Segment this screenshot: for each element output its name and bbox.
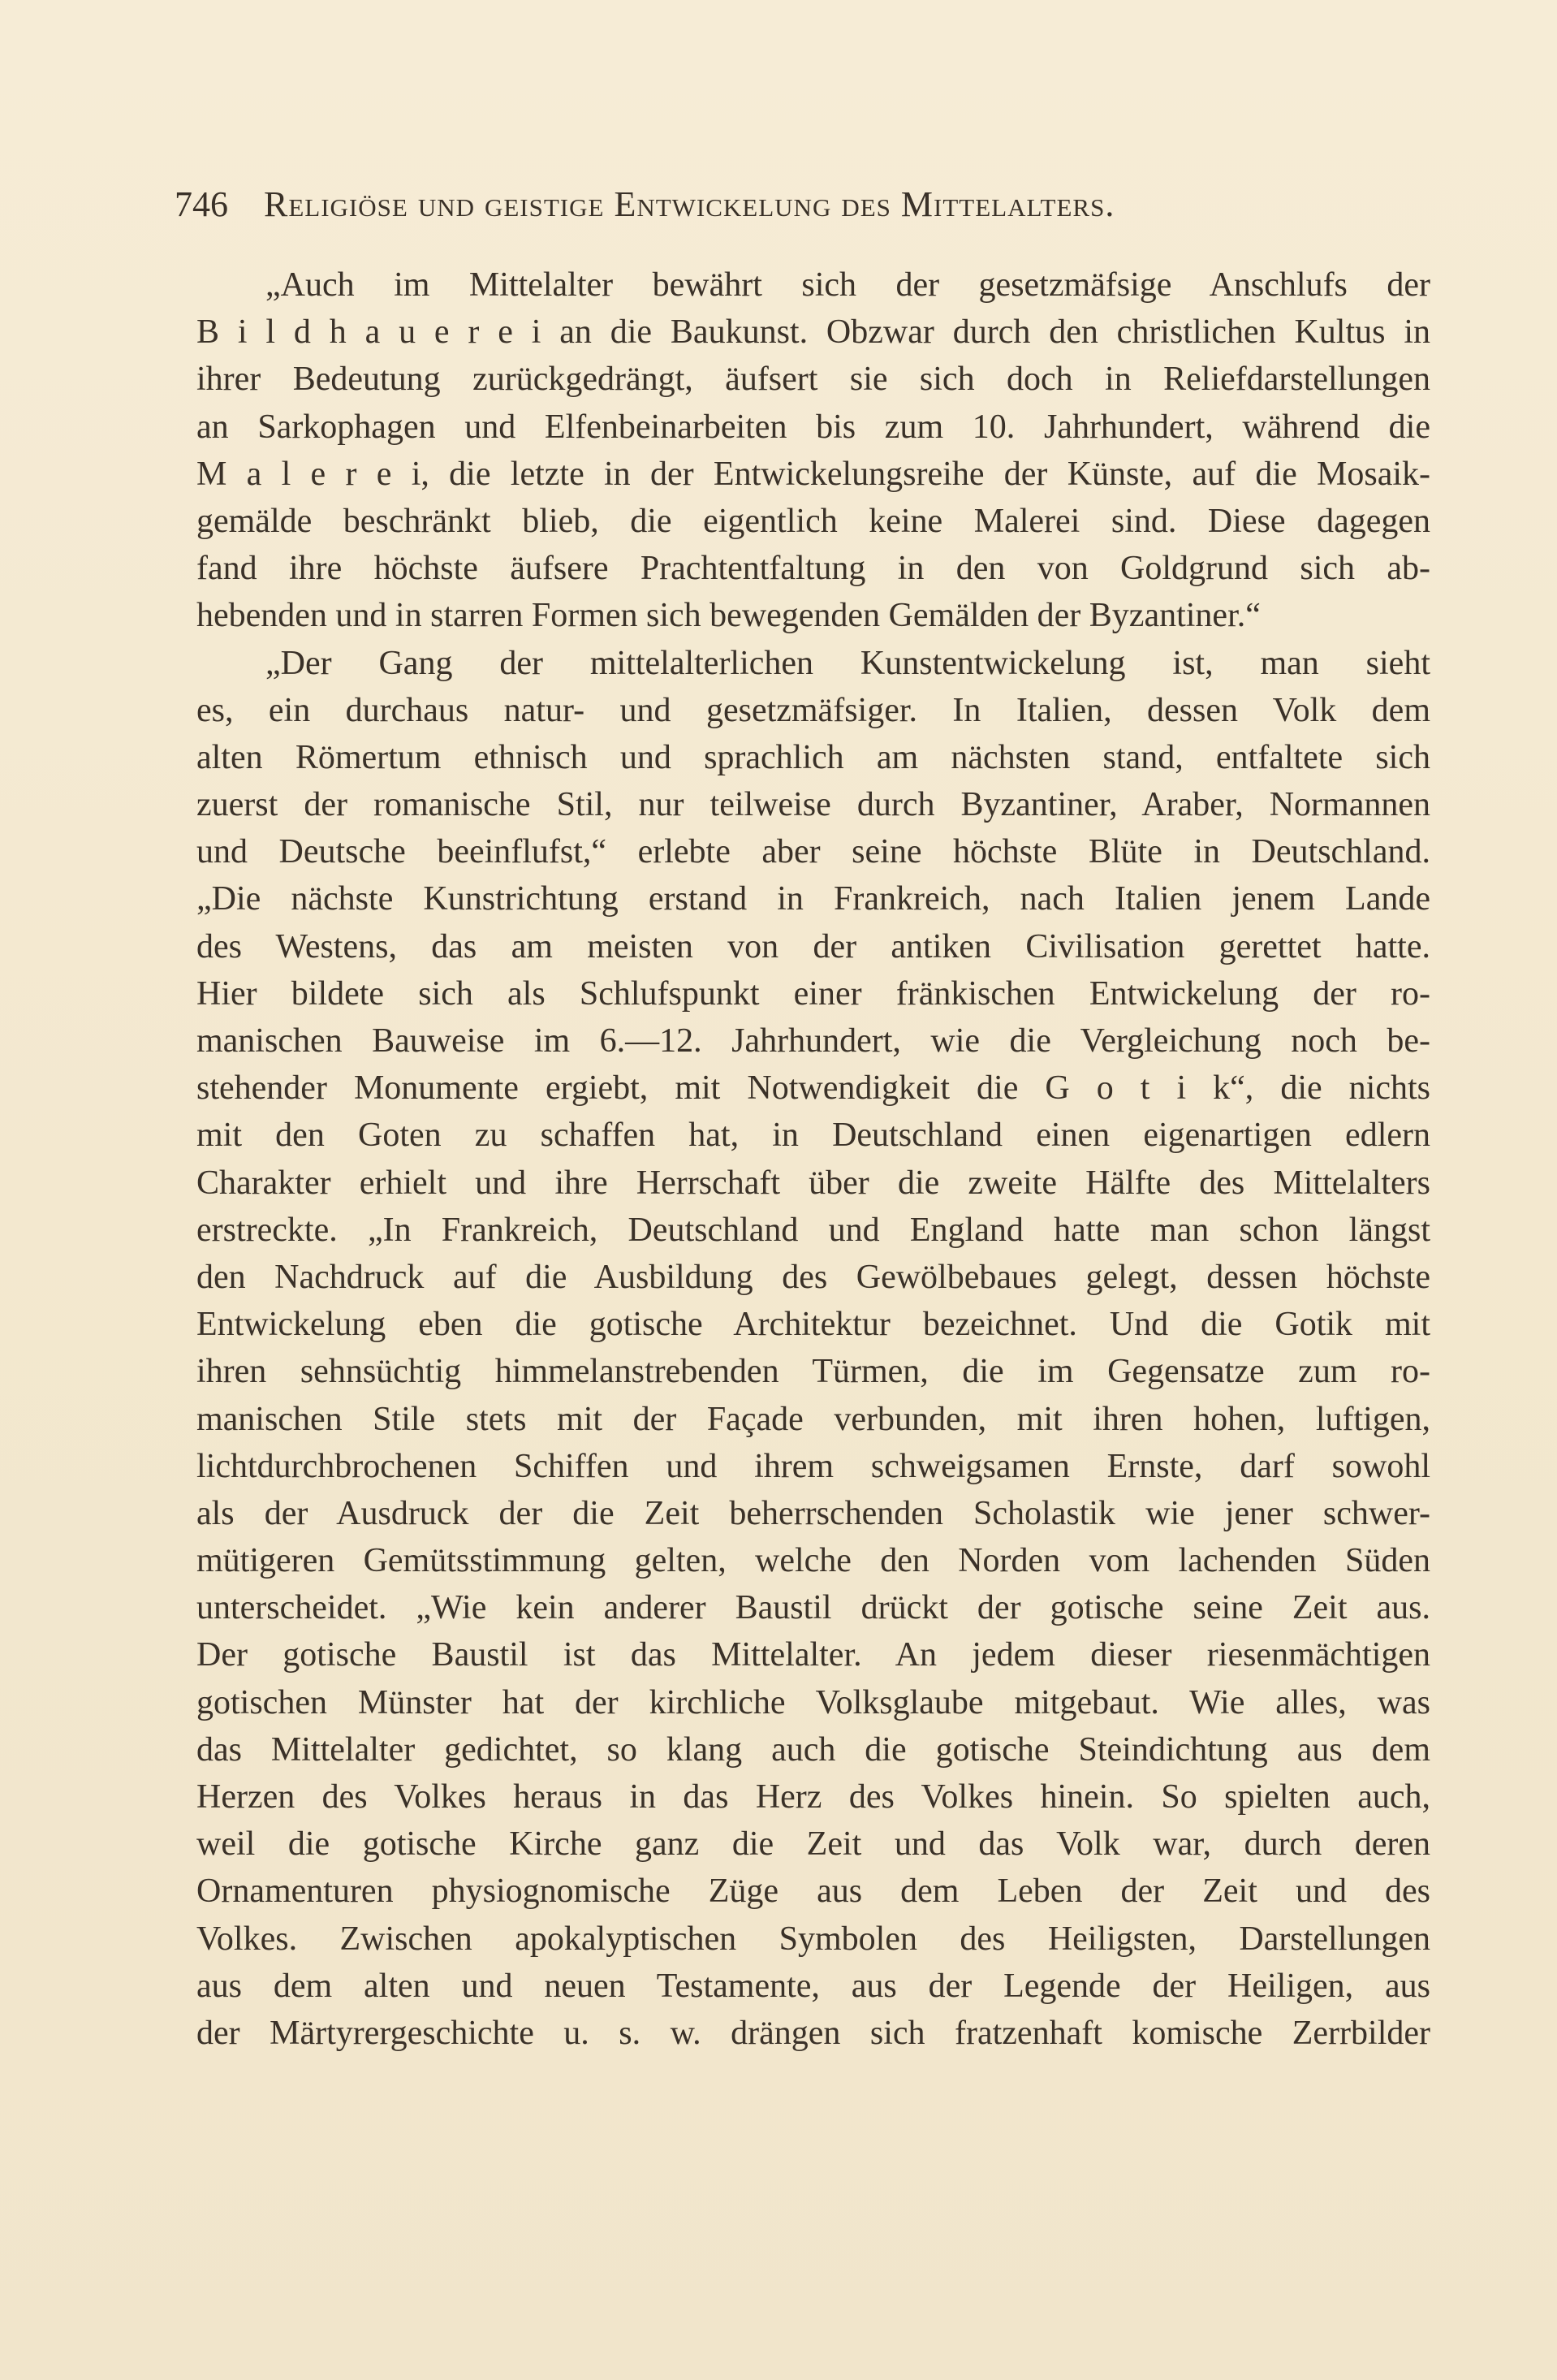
text-line: hebenden und in starren Formen sich bewegenden Gemälden der Byzantiner.“	[196, 597, 1261, 635]
text-line: Volkes. Zwischen apokalyptischen Symbolen des Heiligsten, Darstellungen	[196, 1920, 1430, 1958]
text-line: unterscheidet. „Wie kein anderer Baustil drückt der gotische seine Zeit aus.	[196, 1589, 1430, 1627]
text-line: Ornamenturen physiognomische Züge aus dem Leben der Zeit und des	[196, 1872, 1430, 1911]
text-line: „Auch im Mittelalter bewährt sich der gesetzmäfsige Anschlufs der	[265, 266, 1430, 304]
text-line: erstreckte. „In Frankreich, Deutschland und England hatte man schon längst	[196, 1211, 1430, 1249]
body-text	[196, 261, 1430, 2057]
text-line: aus dem alten und neuen Testamente, aus der Legende der Heiligen, aus	[196, 1967, 1430, 2005]
text-line: mit den Goten zu schaffen hat, in Deutschland einen eigenartigen edlern	[196, 1117, 1430, 1155]
text-line: des Westens, das am meisten von der antiken Civilisation gerettet hatte.	[196, 927, 1430, 965]
text-line: manischen Bauweise im 6.—12. Jahrhundert, wie die Vergleichung noch be-	[196, 1022, 1430, 1060]
text-line: M a l e r e i, die letzte in der Entwickelungsreihe der Künste, auf die Mosaik-	[196, 455, 1430, 493]
text-line: Hier bildete sich als Schlufspunkt einer fränkischen Entwickelung der ro-	[196, 974, 1430, 1013]
text-line: lichtdurchbrochenen Schiffen und ihrem schweigsamen Ernste, darf sowohl	[196, 1447, 1430, 1485]
text-line: Entwickelung eben die gotische Architektur bezeichnet. Und die Gotik mit	[196, 1306, 1430, 1344]
text-line: ihrer Bedeutung zurückgedrängt, äufsert sie sich doch in Reliefdarstellungen	[196, 361, 1430, 399]
text-line: als der Ausdruck der die Zeit beherrschenden Scholastik wie jener schwer-	[196, 1494, 1430, 1532]
text-line: stehender Monumente ergiebt, mit Notwendigkeit die G o t i k“, die nichts	[196, 1069, 1430, 1108]
text-line: fand ihre höchste äufsere Prachtentfaltung in den von Goldgrund sich ab-	[196, 550, 1430, 588]
text-line: an Sarkophagen und Elfenbeinarbeiten bis zum 10. Jahrhundert, während die	[196, 408, 1430, 446]
text-line: alten Römertum ethnisch und sprachlich am nächsten stand, entfaltete sich	[196, 738, 1430, 776]
text-line: Charakter erhielt und ihre Herrschaft über die zweite Hälfte des Mittelalters	[196, 1164, 1430, 1202]
page-number: 746	[175, 184, 228, 224]
text-line: B i l d h a u e r e i an die Baukunst. Obzwar durch den christlichen Kultus in	[196, 313, 1430, 352]
text-line: „Der Gang der mittelalterlichen Kunstentwickelung ist, man sieht	[265, 644, 1430, 682]
text-line: mütigeren Gemütsstimmung gelten, welche den Norden vom lachenden Süden	[196, 1542, 1430, 1580]
running-head-title: Religiöse und geistige Entwickelung des Mittelalters.	[264, 184, 1115, 224]
text-line: der Märtyrergeschichte u. s. w. drängen sich fratzenhaft komische Zerrbilder	[196, 2014, 1430, 2052]
text-line: und Deutsche beeinflufst,“ erlebte aber seine höchste Blüte in Deutschland.	[196, 833, 1430, 871]
text-line: gotischen Münster hat der kirchliche Volksglaube mitgebaut. Wie alles, was	[196, 1683, 1430, 1721]
text-line: den Nachdruck auf die Ausbildung des Gewölbebaues gelegt, dessen höchste	[196, 1258, 1430, 1296]
text-line: „Die nächste Kunstrichtung erstand in Frankreich, nach Italien jenem Lande	[196, 880, 1430, 918]
text-line: es, ein durchaus natur- und gesetzmäfsiger. In Italien, dessen Volk dem	[196, 691, 1430, 729]
text-line: Herzen des Volkes heraus in das Herz des Volkes hinein. So spielten auch,	[196, 1778, 1430, 1816]
text-line: ihren sehnsüchtig himmelanstrebenden Türmen, die im Gegensatze zum ro-	[196, 1353, 1430, 1391]
running-head	[175, 180, 1441, 229]
text-line: weil die gotische Kirche ganz die Zeit und das Volk war, durch deren	[196, 1825, 1430, 1864]
text-line: Der gotische Baustil ist das Mittelalter. An jedem dieser riesenmächtigen	[196, 1636, 1430, 1674]
text-line: manischen Stile stets mit der Façade verbunden, mit ihren hohen, luftigen,	[196, 1400, 1430, 1438]
text-line: das Mittelalter gedichtet, so klang auch die gotische Steindichtung aus dem	[196, 1730, 1430, 1769]
text-line: zuerst der romanische Stil, nur teilweise durch Byzantiner, Araber, Normannen	[196, 786, 1430, 824]
text-line: gemälde beschränkt blieb, die eigentlich keine Malerei sind. Diese dagegen	[196, 502, 1430, 540]
